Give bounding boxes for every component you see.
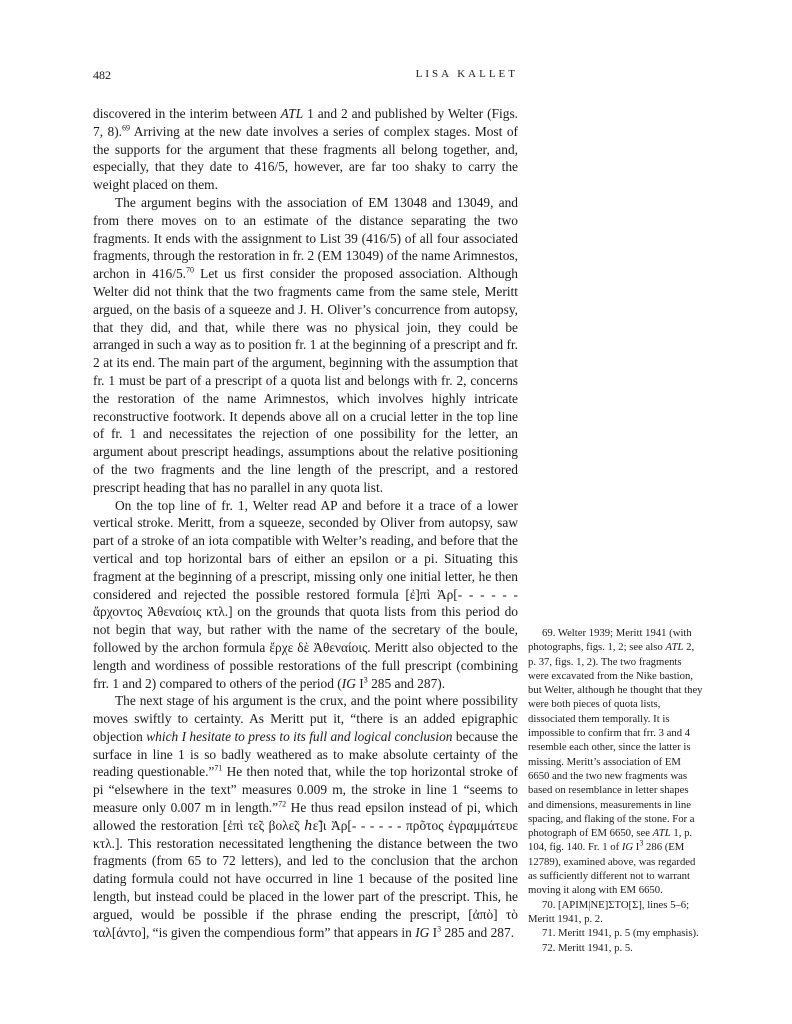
- page-number: 482: [93, 68, 111, 82]
- superscript-3: 3: [437, 924, 442, 934]
- paragraph-2: The argument begins with the association of EM 13048 and 13049, and from there moves on to an estimate of the distance separating the two fragments. It ends with the assignment to List 39 (416/5) of all four associated fragments, through the restoration in fr. 2 (EM 13049) of the name Arimnestos, archon in 416/5.70 Let us first consider the proposed association. Although Welter did not think that the two fragments came from the same stele, Meritt argued, on the basis of a squeeze and J. H. Oliver’s concurrence from autopsy, that they did, and that, while there was no physical join, they could be arranged in such a way as to position fr. 1 at the beginning of a prescript and fr. 2 at its end. The main part of the argument, beginning with the assumption that fr. 1 must be part of a prescript of a quota list and belongs with fr. 2, concerns the restoration of the name Arimnestos, which involves highly intricate reconstructive footwork. It depends above all on a crucial letter in the top line of fr. 1 and necessitates the rejection of one possibility for the letter, an argument about prescript headings, assumptions about the relative positioning of the two fragments and the line length of the prescript, and a restored prescript heading that has no parallel in any quota list.: [93, 194, 518, 495]
- footnote-ref-72: 72: [278, 799, 287, 809]
- running-header: [93, 68, 518, 84]
- paragraph-1: discovered in the interim between ATL 1 and 2 and published by Welter (Figs. 7, 8).$^{69}$ Arriving at the new date involves a series of complex stages. Most of the supports for the argument that these fragments all belong together, and, especially, that they date to 416/5, however, are far too shaky to carry the weight placed on them.: [93, 106, 518, 193]
- paragraph-4: The next stage of his argument is the crux, and the point where possibility moves swiftly to certainty. As Meritt put it, “there is an added epigraphic objection which I hesitate to press to its full and logical conclusion because the surface in line 1 is so badly weathered as to make absolute certainty of the reading questionable.”$^{71}$ He then noted that, while the top horizontal stroke of pi “elsewhere in the text” measures 0.009 m, the stroke in line 1 “seems to measure only 0.007 m in length.”$^{72}$ He thus read epsilon instead of pi, which allowed the restoration [ἐπὶ τε̃ς βολε̃ς ℎε̃]ι Ἀρ[- - - - - - πρõτος ἐγραμμάτευε κτλ.]. This restoration necessitated lengthening the distance between the two fragments (from 65 to 72 letters), and led to the conclusion that the archon dating formula could not have occurred in line 1 because of the posited line length, but instead could be placed in the lower part of the prescript. This, he argued, would be possible if the phrase ending the prescript, [ἀπὸ] τὸ ταλ[άντο], “is given the compendious form” that appears in IG $I^3$ 285 and 287.: [93, 693, 518, 940]
- footnote-70: 70. [ΑΡΙΜ|ΝΕ]ΣΤΟ[Σ], lines 5–6; Meritt 1941, p. 2.: [528, 898, 690, 925]
- ig-abbrev: IG: [341, 675, 356, 691]
- main-text-column: [93, 105, 518, 941]
- footnote-71: 71. Meritt 1941, p. 5 (my emphasis).: [542, 927, 699, 940]
- footnote-ref-71: 71: [214, 764, 223, 774]
- ig-abbrev: IG: [415, 924, 430, 940]
- running-head-author: LISA KALLET: [415, 68, 518, 80]
- paragraph-3: On the top line of fr. 1, Welter read AP and before it a trace of a lower vertical stroke. Meritt, from a squeeze, seconded by Oliver from autopsy, saw part of a stroke of an iota compatible with Welter’s reading, and before that the vertical and top horizontal bars of either an epsilon or a pi. Situating this fragment at the beginning of a prescript, missing only one initial letter, he then considered and rejected the possible restored formula [ἐ]πὶ Ἀρ[- - - - - - ἄρχοντος Ἀθεναίοις κτλ.] on the grounds that quota lists from this period do not begin that way, but rather with the name of the secretary of the boule, followed by the archon formula ἔρχε δὲ Ἀθεναίοις. Meritt also objected to the length and wordiness of possible restorations of the full prescript (combining frr. 1 and 2) compared to others of the period (IG $I^3$ 285 and 287).: [93, 497, 518, 691]
- footnotes-column: [528, 626, 704, 955]
- footnote-72: 72. Meritt 1941, p. 5.: [542, 941, 633, 954]
- atl-abbrev: ATL: [280, 106, 304, 121]
- emphasis-quote: which I hesitate to press to its full and logical conclusion: [146, 728, 453, 744]
- superscript-3: 3: [363, 675, 368, 685]
- footnote-ref-70: 70: [186, 265, 194, 275]
- footnote-69: 69. Welter 1939; Meritt 1941 (with photographs, figs. 1, 2; see also ATL 2, p. 37, figs. 1, 2). The two fragments were excavated from the Nike bastion, but Welter, although he thought that they were both pieces of quota lists, dissociated them temporally. It is impossible to confirm that frr. 3 and 4 resemble each other, since the latter is missing. Meritt’s association of EM 6650 and the two new fragments was based on resemblance in letter shapes and dimensions, measurements in line spacing, and flaking of the stone. For a photograph of EM 6650, see ATL 1, p. 104, fig. 140. Fr. 1 of IG $I^3$ 286 (EM 12789), examined above, was regarded as sufficiently different not to warrant moving it along with EM 6650.: [528, 627, 703, 897]
- footnote-ref-69: 69: [122, 123, 131, 133]
